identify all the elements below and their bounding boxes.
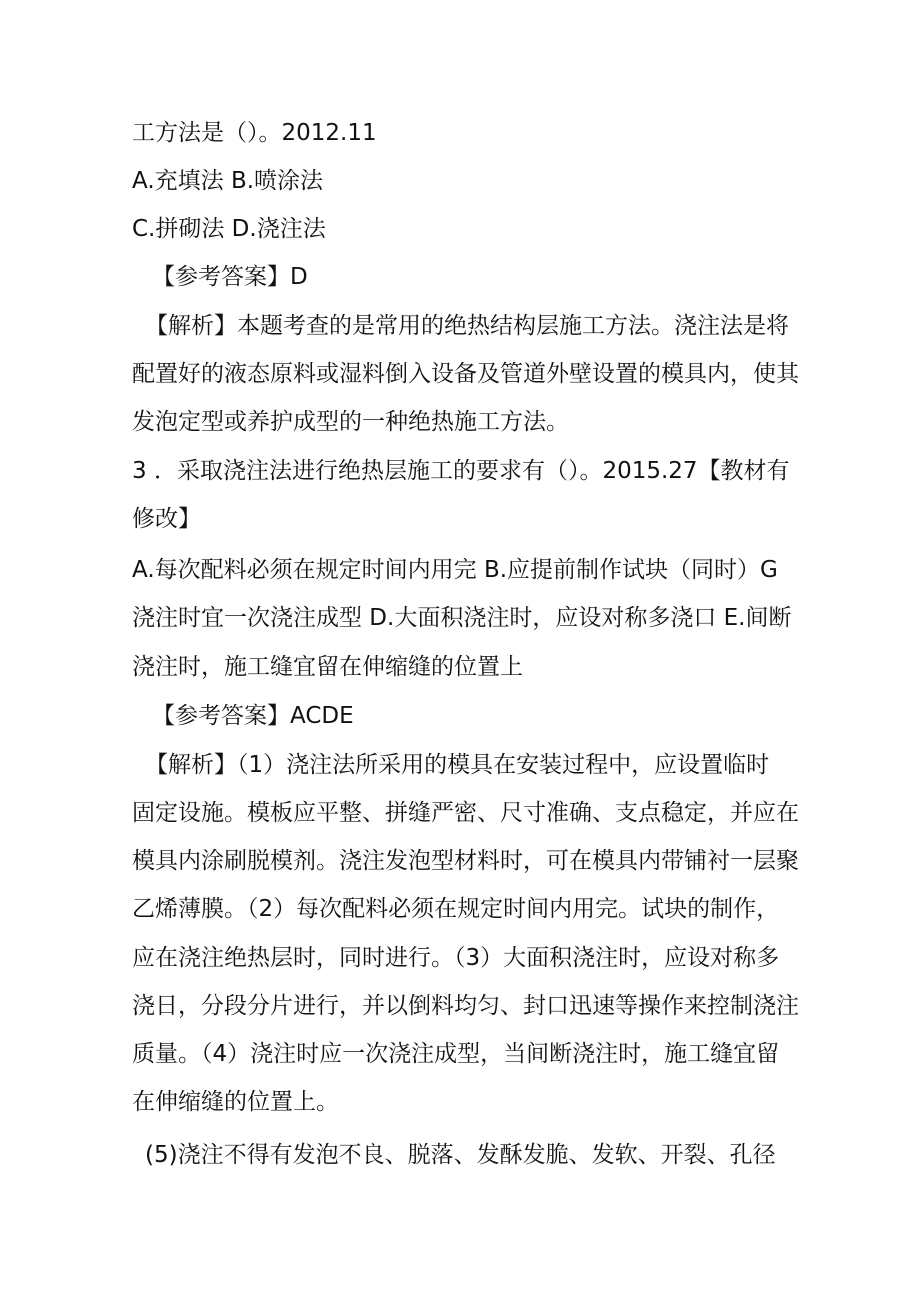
- text-line-analysis-b1: 【解析】（1）浇注法所采用的模具在安装过程中，应设置临时: [145, 752, 770, 778]
- text-line-analysis-b8: 在伸缩缝的位置上。: [132, 1089, 339, 1115]
- text-line-options-ab: A.充填法 B.喷涂法: [132, 168, 324, 194]
- text-line-analysis-1: 【解析】本题考查的是常用的绝热结构层施工方法。浇注法是将: [145, 313, 789, 339]
- text-line-analysis-3: 发泡定型或养护成型的一种绝热施工方法。: [132, 409, 569, 435]
- text-line-question-3-cont: 修改】: [132, 506, 201, 532]
- text-line-analysis-2: 配置好的液态原料或湿料倒入设备及管道外壁设置的模具内，使其: [132, 361, 799, 387]
- text-line-answer-2: 【参考答案】ACDE: [152, 703, 354, 729]
- text-line-question-end: 工方法是（）。2012.11: [132, 120, 377, 146]
- text-line-analysis-b7: 质量。（4）浇注时应一次浇注成型，当间断浇注时，施工缝宜留: [132, 1041, 780, 1067]
- text-line-analysis-b6: 浇日，分段分片进行，并以倒料均匀、封口迅速等操作来控制浇注: [132, 993, 799, 1019]
- text-line-analysis-b5: 应在浇注绝热层时，同时进行。（3）大面积浇注时，应设对称多: [132, 945, 780, 971]
- text-line-item-5: (5)浇注不得有发泡不良、脱落、发酥发脆、发软、开裂、孔径: [145, 1142, 776, 1168]
- text-line-analysis-b3: 模具内涂刷脱模剂。浇注发泡型材料时，可在模具内带铺衬一层聚: [132, 848, 799, 874]
- text-line-options-2: 浇注时宜一次浇注成型 D.大面积浇注时，应设对称多浇口 E.间断: [132, 605, 792, 631]
- text-line-analysis-b4: 乙烯薄膜。（2）每次配料必须在规定时间内用完。试块的制作，: [132, 896, 780, 922]
- text-line-options-cd: C.拼砌法 D.浇注法: [132, 216, 326, 242]
- text-line-question-3: 3 ．采取浇注法进行绝热层施工的要求有（）。2015.27【教材有: [132, 458, 790, 484]
- text-line-options-1: A.每次配料必须在规定时间内用完 B.应提前制作试块（同时）G: [132, 557, 778, 583]
- text-line-options-3: 浇注时，施工缝宜留在伸缩缝的位置上: [132, 654, 523, 680]
- text-line-analysis-b2: 固定设施。模板应平整、拼缝严密、尺寸准确、支点稳定，并应在: [132, 800, 799, 826]
- text-line-answer: 【参考答案】D: [152, 264, 308, 290]
